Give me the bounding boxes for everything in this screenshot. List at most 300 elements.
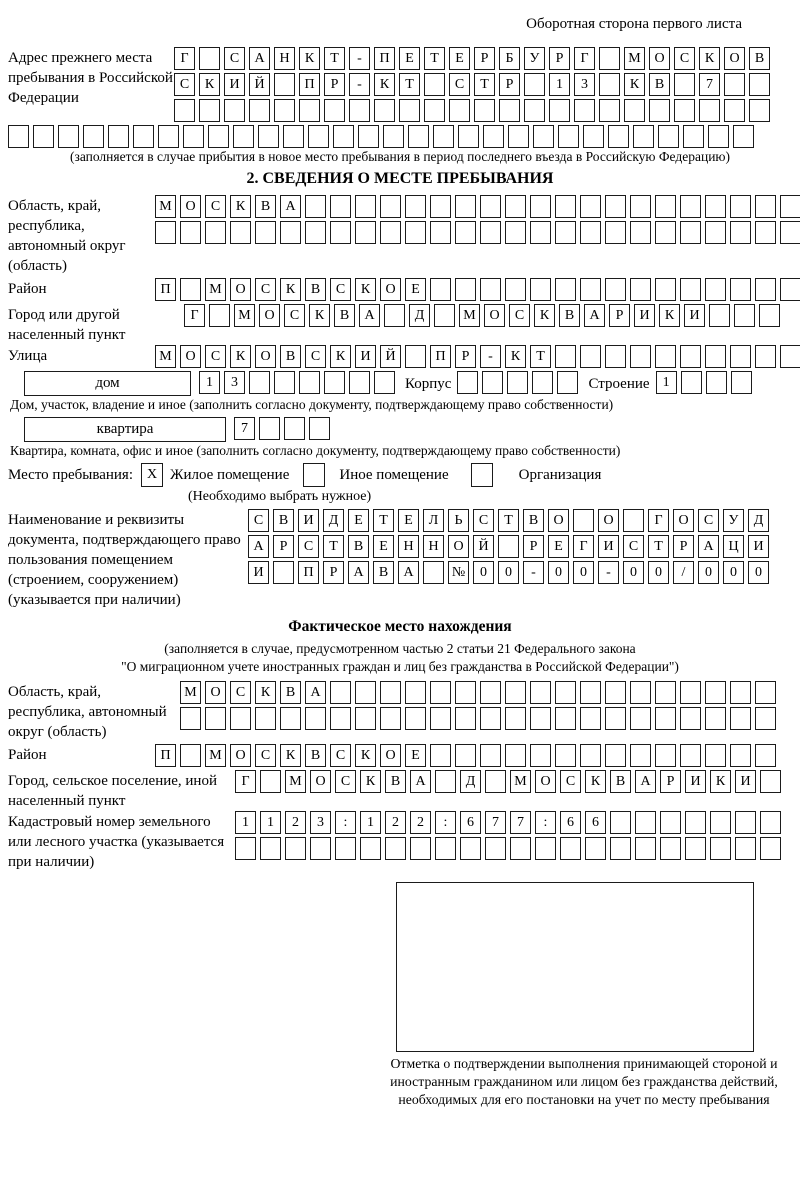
char-box [233,125,254,148]
char-box [706,371,727,394]
char-box [480,278,501,301]
char-box [430,195,451,218]
fact-city-label: Город, сельское поселение, иной населенный пункт [8,773,217,809]
char-box [305,195,326,218]
char-box [599,73,620,96]
char-box [759,304,780,327]
char-box: О [205,681,226,704]
char-box [133,125,154,148]
char-box [731,371,752,394]
char-box [560,837,581,860]
char-box [433,125,454,148]
char-box: И [298,509,319,532]
char-box [474,99,495,122]
char-box [430,707,451,730]
char-box [685,837,706,860]
char-box: А [305,681,326,704]
char-box [705,221,726,244]
char-box: Т [498,509,519,532]
char-box [505,221,526,244]
char-row [155,744,780,767]
char-box: Р [455,345,476,368]
char-row [155,195,800,218]
char-box: А [248,535,269,558]
char-box [505,195,526,218]
char-box: В [305,278,326,301]
char-box [299,99,320,122]
char-box: К [360,770,381,793]
char-box [580,744,601,767]
char-box: И [685,770,706,793]
char-box [285,837,306,860]
char-box: Г [574,47,595,70]
char-box: В [373,561,394,584]
char-box [685,811,706,834]
char-box [724,99,745,122]
char-box: К [710,770,731,793]
char-box: И [735,770,756,793]
char-box: Г [648,509,669,532]
char-box [430,744,451,767]
char-box [249,371,270,394]
char-box [580,221,601,244]
checkbox-inoe [303,463,325,487]
char-box: К [299,47,320,70]
char-box [580,195,601,218]
char-box [380,707,401,730]
char-box: О [535,770,556,793]
char-box: У [524,47,545,70]
char-box [649,99,670,122]
char-box [482,371,503,394]
char-box [374,371,395,394]
char-box [630,195,651,218]
city-label: Город или другой населенный пункт [8,307,126,343]
char-box: О [598,509,619,532]
char-box: М [234,304,255,327]
char-box [355,221,376,244]
char-row [235,837,800,860]
street-label: Улица [8,348,48,364]
char-box [599,99,620,122]
char-row [155,278,800,301]
char-box [380,221,401,244]
char-box: М [459,304,480,327]
char-box: С [205,345,226,368]
char-box: А [348,561,369,584]
char-box [405,221,426,244]
char-box: А [249,47,270,70]
char-box [555,744,576,767]
char-box [155,221,176,244]
char-box: А [398,561,419,584]
char-box [599,47,620,70]
char-box: П [299,73,320,96]
char-box [108,125,129,148]
char-box: Е [399,47,420,70]
char-box: О [724,47,745,70]
char-box [305,707,326,730]
char-box [605,278,626,301]
char-box: К [280,278,301,301]
char-box [333,125,354,148]
char-box: 1 [199,371,220,394]
char-box [530,681,551,704]
char-box: 2 [385,811,406,834]
char-box [224,99,245,122]
apartment-caption: Квартира, комната, офис и иное (заполнить согласно документу, подтверждающему право собственности) [10,443,621,458]
char-box [710,811,731,834]
char-box [308,125,329,148]
char-box [730,345,751,368]
char-box [755,221,776,244]
char-row [180,681,800,704]
char-box [755,681,776,704]
char-box: С [330,278,351,301]
char-box [430,221,451,244]
char-box: Л [423,509,444,532]
fact-region-block [8,681,800,742]
char-box: К [699,47,720,70]
char-box [680,744,701,767]
char-box: П [430,345,451,368]
char-box: В [523,509,544,532]
char-box: К [309,304,330,327]
fact-district-block [8,744,800,770]
char-box [330,195,351,218]
char-box [309,417,330,440]
char-box [530,278,551,301]
char-box [324,99,345,122]
char-box: 0 [623,561,644,584]
char-box [355,707,376,730]
char-box [530,744,551,767]
char-box: И [598,535,619,558]
char-box: Т [648,535,669,558]
char-box [580,278,601,301]
char-box [349,99,370,122]
char-box: 0 [498,561,519,584]
char-box [532,371,553,394]
stay-type-caption: (Необходимо выбрать нужное) [188,489,372,504]
char-box: Е [449,47,470,70]
district-label: Район [8,281,47,297]
char-box: С [224,47,245,70]
char-box [255,707,276,730]
char-box: Ь [448,509,469,532]
char-box [549,99,570,122]
char-box: - [349,73,370,96]
char-box: 6 [585,811,606,834]
char-box [485,837,506,860]
char-box [608,125,629,148]
char-box [655,744,676,767]
char-box [780,345,800,368]
char-box [457,371,478,394]
char-box: Р [673,535,694,558]
house-row [0,371,800,397]
char-box: В [559,304,580,327]
char-box: А [359,304,380,327]
char-box [260,770,281,793]
char-box [655,345,676,368]
char-box: В [334,304,355,327]
char-box [259,417,280,440]
char-box: 1 [549,73,570,96]
char-box [405,707,426,730]
char-box [330,681,351,704]
char-box [605,707,626,730]
char-box [680,345,701,368]
char-row [180,707,800,730]
house-type-box: дом [24,371,191,396]
char-box: 0 [473,561,494,584]
char-box [660,811,681,834]
char-box [733,125,754,148]
char-box [755,278,776,301]
char-box: К [534,304,555,327]
char-row [174,73,800,96]
fact-region-rows [180,681,800,733]
char-box: М [155,345,176,368]
char-box [705,278,726,301]
confirmation-stamp-box [396,882,754,1052]
char-box [630,221,651,244]
char-box [655,195,676,218]
char-box: Т [399,73,420,96]
char-box: О [484,304,505,327]
char-box [557,371,578,394]
char-box [180,744,201,767]
char-box [705,744,726,767]
char-box [555,221,576,244]
char-box: № [448,561,469,584]
char-box: 1 [360,811,381,834]
char-box: С [509,304,530,327]
char-box: С [560,770,581,793]
char-row [174,47,800,70]
char-box [705,707,726,730]
char-box: 7 [485,811,506,834]
char-box: А [280,195,301,218]
region-label: Область, край, республика, автономный округ (область) [8,198,126,274]
char-box [284,417,305,440]
char-box: К [280,744,301,767]
document-rows [248,509,800,587]
document-label: Наименование и реквизиты документа, подтверждающего право пользования помещением (строением, сооружением) (указывается при наличии) [8,512,241,608]
char-box [423,561,444,584]
char-box [274,371,295,394]
char-box: : [335,811,356,834]
actual-location-caption2: "О миграционном учете иностранных граждан и лиц без гражданства в Российской Федерации") [121,659,679,674]
char-box [583,125,604,148]
char-box [180,221,201,244]
char-box: В [749,47,770,70]
city-block [8,304,800,345]
char-box [430,278,451,301]
char-box [480,681,501,704]
char-box [405,195,426,218]
char-box: В [280,681,301,704]
char-box [524,73,545,96]
char-box [780,278,800,301]
char-box [735,837,756,860]
char-box: А [635,770,656,793]
fact-city-block [8,770,800,811]
char-row [248,561,800,584]
prev-address-label: Адрес прежнего места пребывания в Российской Федерации [8,50,173,106]
char-box: О [673,509,694,532]
char-box [734,304,755,327]
char-box [330,707,351,730]
char-box [555,195,576,218]
char-box: К [230,195,251,218]
char-box [630,345,651,368]
char-box: В [273,509,294,532]
char-box [580,707,601,730]
char-box [380,195,401,218]
char-box [434,304,455,327]
char-box: С [449,73,470,96]
char-box [360,837,381,860]
char-box [455,195,476,218]
char-box [735,811,756,834]
char-box: О [259,304,280,327]
char-box: С [698,509,719,532]
char-box [274,99,295,122]
char-box [505,744,526,767]
char-box [530,195,551,218]
char-box [455,221,476,244]
char-box: 0 [648,561,669,584]
char-box [280,707,301,730]
char-box: Т [324,47,345,70]
char-box: К [230,345,251,368]
char-box [749,99,770,122]
char-box: Н [398,535,419,558]
char-box: 1 [260,811,281,834]
street-block [8,345,800,371]
char-box [624,99,645,122]
char-box [630,744,651,767]
char-box [405,345,426,368]
char-box: К [505,345,526,368]
char-box [435,837,456,860]
stay-option-zhiloe [141,463,289,487]
char-box [535,837,556,860]
korpus-label: Корпус [405,376,452,392]
char-box [498,535,519,558]
char-box [408,125,429,148]
char-box [730,278,751,301]
char-box [483,125,504,148]
char-box: М [205,744,226,767]
fact-region-label: Область, край, республика, автономный округ (область) [8,684,167,740]
house-caption: Дом, участок, владение и иное (заполнить согласно документу, подтверждающему право собственности) [10,397,614,412]
char-box: Т [323,535,344,558]
char-box [655,221,676,244]
char-row [155,221,800,244]
char-box: К [355,278,376,301]
char-box: С [335,770,356,793]
char-box [205,707,226,730]
checkbox-org [471,463,493,487]
char-row [234,417,334,440]
char-box: 0 [698,561,719,584]
char-box [235,837,256,860]
char-box [435,770,456,793]
header-note: Оборотная сторона первого листа [526,16,742,32]
char-box [755,345,776,368]
char-box [705,195,726,218]
char-box: Н [423,535,444,558]
stay-option-inoe [303,463,448,487]
char-box [385,837,406,860]
stay-option-zhiloe-label: Жилое помещение [170,466,290,483]
apartment-row [0,417,800,443]
char-box [455,278,476,301]
char-box: И [224,73,245,96]
char-box [355,195,376,218]
stroenie-label: Строение [588,376,650,392]
char-box: О [230,744,251,767]
char-box [680,221,701,244]
char-box: Р [660,770,681,793]
char-box [480,221,501,244]
char-box: М [510,770,531,793]
char-box [730,744,751,767]
char-box [630,707,651,730]
char-box [249,99,270,122]
char-box [605,345,626,368]
char-box [430,681,451,704]
char-box [530,707,551,730]
char-box [660,837,681,860]
char-row [248,535,800,558]
char-box: 3 [574,73,595,96]
char-box: Й [473,535,494,558]
char-box: Р [609,304,630,327]
char-box [424,73,445,96]
char-box [680,681,701,704]
char-box [610,811,631,834]
char-box [405,681,426,704]
region-block [8,195,800,276]
char-box: Т [530,345,551,368]
char-box [480,195,501,218]
char-box [273,561,294,584]
char-box: О [448,535,469,558]
char-box: С [230,681,251,704]
char-box: Г [235,770,256,793]
char-box: К [659,304,680,327]
char-box [499,99,520,122]
char-box [730,221,751,244]
char-box: С [248,509,269,532]
char-box [230,707,251,730]
char-box: К [199,73,220,96]
char-box: 1 [235,811,256,834]
char-box [580,681,601,704]
char-box [710,837,731,860]
char-box: И [248,561,269,584]
char-box: Т [373,509,394,532]
char-box [33,125,54,148]
char-box: В [280,345,301,368]
char-box: О [380,278,401,301]
char-box [355,681,376,704]
char-box: С [255,744,276,767]
